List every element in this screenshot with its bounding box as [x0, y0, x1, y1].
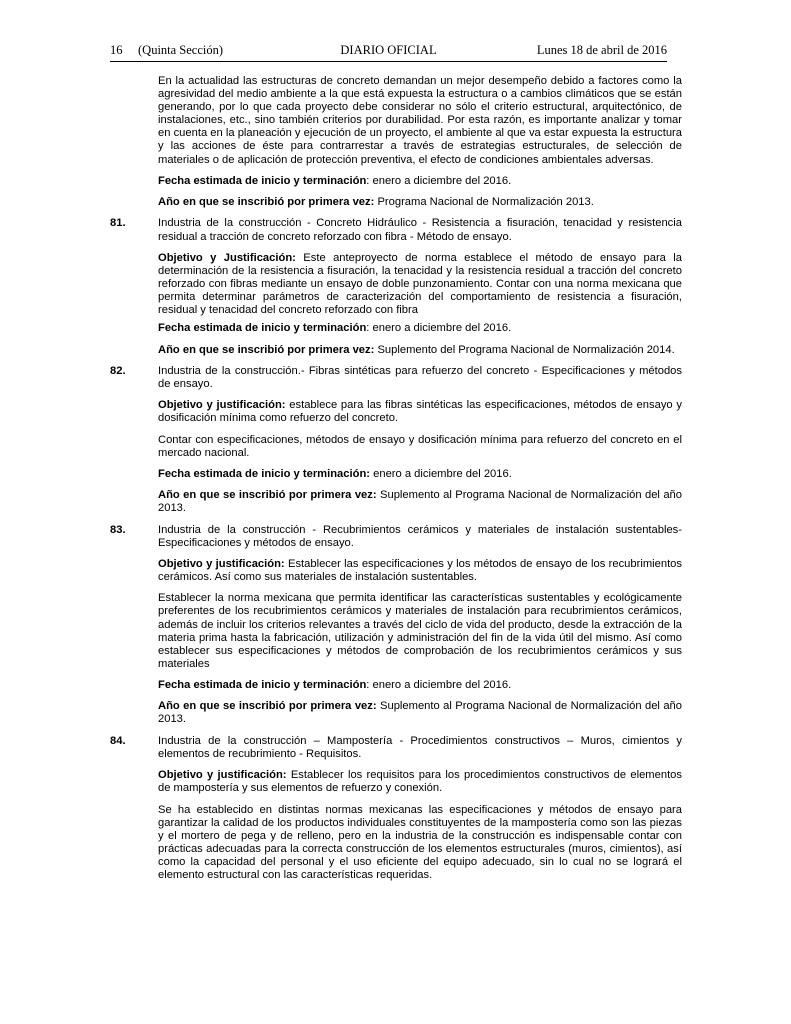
item-objetivo: [158, 399, 682, 425]
intro-anio: [158, 196, 682, 209]
item-extra: Se ha establecido en distintas normas mexicanas las especificaciones y métodos de ensayo para garantizar la calidad de los productos individuales constituyentes de la mampostería como son las piezas y el mortero de pega y de relleno, pero en la industria de la construcción es indispensable contar con prácticas adecuadas para la correcta construcción de los elementos estructurales (muros, cimientos), así como la capacidad del personal y el uso eficiente del equipo adecuado, sin lo cual no se logrará el elemento estructural con las características requeridas.: [158, 803, 682, 881]
objetivo-text: Establecer las especificaciones y los métodos de ensayo de los recubrimientos cerámicos. Así como sus materiales de instalación sustentables.: [158, 557, 683, 584]
item-extra: Establecer la norma mexicana que permita identificar las características sustentables y ecológicamente preferentes de los recubrimientos cerámicos y materiales de instalación para recubrimientos cerámicos, además de incluir los criterios relevantes a través del ciclo de vida del producto, desde la extracción de la materia prima hasta la fabricación, utilización y administración del fin de la vida útil del mismo. Así como establecer sus especificaciones y métodos de comprobación de los recubrimientos cerámicos y sus materiales: [158, 592, 682, 670]
objetivo-label: Objetivo y justificación:: [158, 769, 287, 782]
item-title: Industria de la construcción - Concreto Hidráulico - Resistencia a fisuración, tenacidad y resistencia residual a tracción de concreto reforzado con fibra - Método de ensayo.: [158, 217, 682, 243]
list-item-81: [110, 217, 682, 356]
anio-label: Año en que se inscribió por primera vez:: [158, 343, 375, 356]
list-item-84: [110, 735, 682, 882]
item-title: Industria de la construcción.- Fibras sintéticas para refuerzo del concreto - Especificaciones y métodos de ensayo.: [158, 364, 682, 390]
item-anio: [158, 700, 682, 726]
objetivo-text: establece para las fibras sintéticas las especificaciones, métodos de ensayo y dosificación mínima como refuerzo del concreto.: [158, 399, 682, 425]
objetivo-label: Objetivo y justificación:: [158, 399, 286, 412]
item-title: Industria de la construcción - Recubrimientos cerámicos y materiales de instalación sustentables- Especificaciones y métodos de ensayo.: [158, 523, 682, 549]
objetivo-text: Este anteproyecto de norma establece el método de ensayo para la determinación de la resistencia a fisuración, la tenacidad y la resistencia residual a tracción del concreto reforzado con fibras mediante un ensayo de doble punzonamiento. Contar con una norma mexicana que permita determinar parámetros de caracterización del comportamiento de resistencia a fisuración, residual y tenacidad del concreto reforzado con fibra: [158, 251, 682, 317]
anio-value: Suplemento al Programa Nacional de Normalización del año 2013.: [158, 700, 683, 726]
fecha-value: : enero a diciembre del 2016.: [366, 679, 512, 692]
list-item-83: [110, 524, 682, 727]
item-anio: [158, 489, 682, 515]
item-fecha: [158, 322, 682, 335]
objetivo-label: Objetivo y Justificación:: [158, 251, 296, 264]
issue-date: Lunes 18 de abril de 2016: [536, 43, 667, 57]
item-number: 82.: [110, 364, 126, 377]
item-number: 81.: [110, 217, 126, 230]
anio-label: Año en que se inscribió por primera vez:: [158, 196, 375, 209]
anio-value: Suplemento del Programa Nacional de Normalización 2014.: [374, 343, 675, 356]
item-number: 83.: [110, 523, 126, 536]
item-number: 84.: [110, 734, 126, 747]
objetivo-text: Establecer los requisitos para los procedimientos constructivos de elementos de mampostería y sus elementos de refuerzo y conexión.: [158, 769, 682, 795]
intro-paragraph: En la actualidad las estructuras de concreto demandan un mejor desempeño debido a factores como la agresividad del medio ambiente a la que está expuesta la estructura o a cambios climáticos que se están generando, por lo que cada proyecto debe considerar no sólo el criterio estructural, arquitectónico, de instalaciones, etc., sino también criterios por durabilidad. Por esta razón, es importante analizar y tomar en cuenta en la planeación y ejecución de un proyecto, el ambiente al que va estar expuesta la estructura y las acciones de éste para contrarrestar a través de estrategias estructurales, de selección de materiales o de aplicación de protección preventiva, el efecto de condiciones ambientales adversas.: [158, 75, 682, 166]
page-number: 16: [110, 43, 123, 57]
fecha-value: : enero a diciembre del 2016.: [366, 174, 512, 187]
page-header: [110, 43, 667, 62]
fecha-value: enero a diciembre del 2016.: [370, 467, 512, 480]
item-extra: Contar con especificaciones, métodos de ensayo y dosificación mínima para refuerzo del concreto en el mercado nacional.: [158, 433, 682, 459]
section-label: (Quinta Sección): [138, 43, 224, 57]
anio-value: Programa Nacional de Normalización 2013.: [374, 196, 594, 209]
fecha-label: Fecha estimada de inicio y terminación:: [158, 467, 371, 480]
anio-value: Suplemento al Programa Nacional de Normalización del año 2013.: [158, 489, 683, 515]
fecha-label: Fecha estimada de inicio y terminación: [158, 322, 367, 335]
journal-title: DIARIO OFICIAL: [340, 43, 437, 57]
item-objetivo: [158, 252, 682, 317]
anio-label: Año en que se inscribió por primera vez:: [158, 489, 377, 502]
fecha-label: Fecha estimada de inicio y terminación: [158, 174, 367, 187]
item-fecha: [158, 679, 682, 692]
fecha-value: : enero a diciembre del 2016.: [366, 322, 512, 335]
intro-fecha: [158, 175, 682, 188]
fecha-label: Fecha estimada de inicio y terminación: [158, 679, 367, 692]
document-body: [110, 75, 682, 890]
list-item-82: [110, 365, 682, 516]
item-fecha: [158, 468, 682, 481]
item-objetivo: [158, 558, 682, 584]
item-objetivo: [158, 769, 682, 795]
item-title: Industria de la construcción – Mampostería - Procedimientos constructivos – Muros, cimientos y elementos de recubrimiento - Requisitos.: [158, 734, 682, 760]
anio-label: Año en que se inscribió por primera vez:: [158, 700, 377, 713]
item-anio: [158, 344, 682, 357]
objetivo-label: Objetivo y justificación:: [158, 557, 285, 570]
